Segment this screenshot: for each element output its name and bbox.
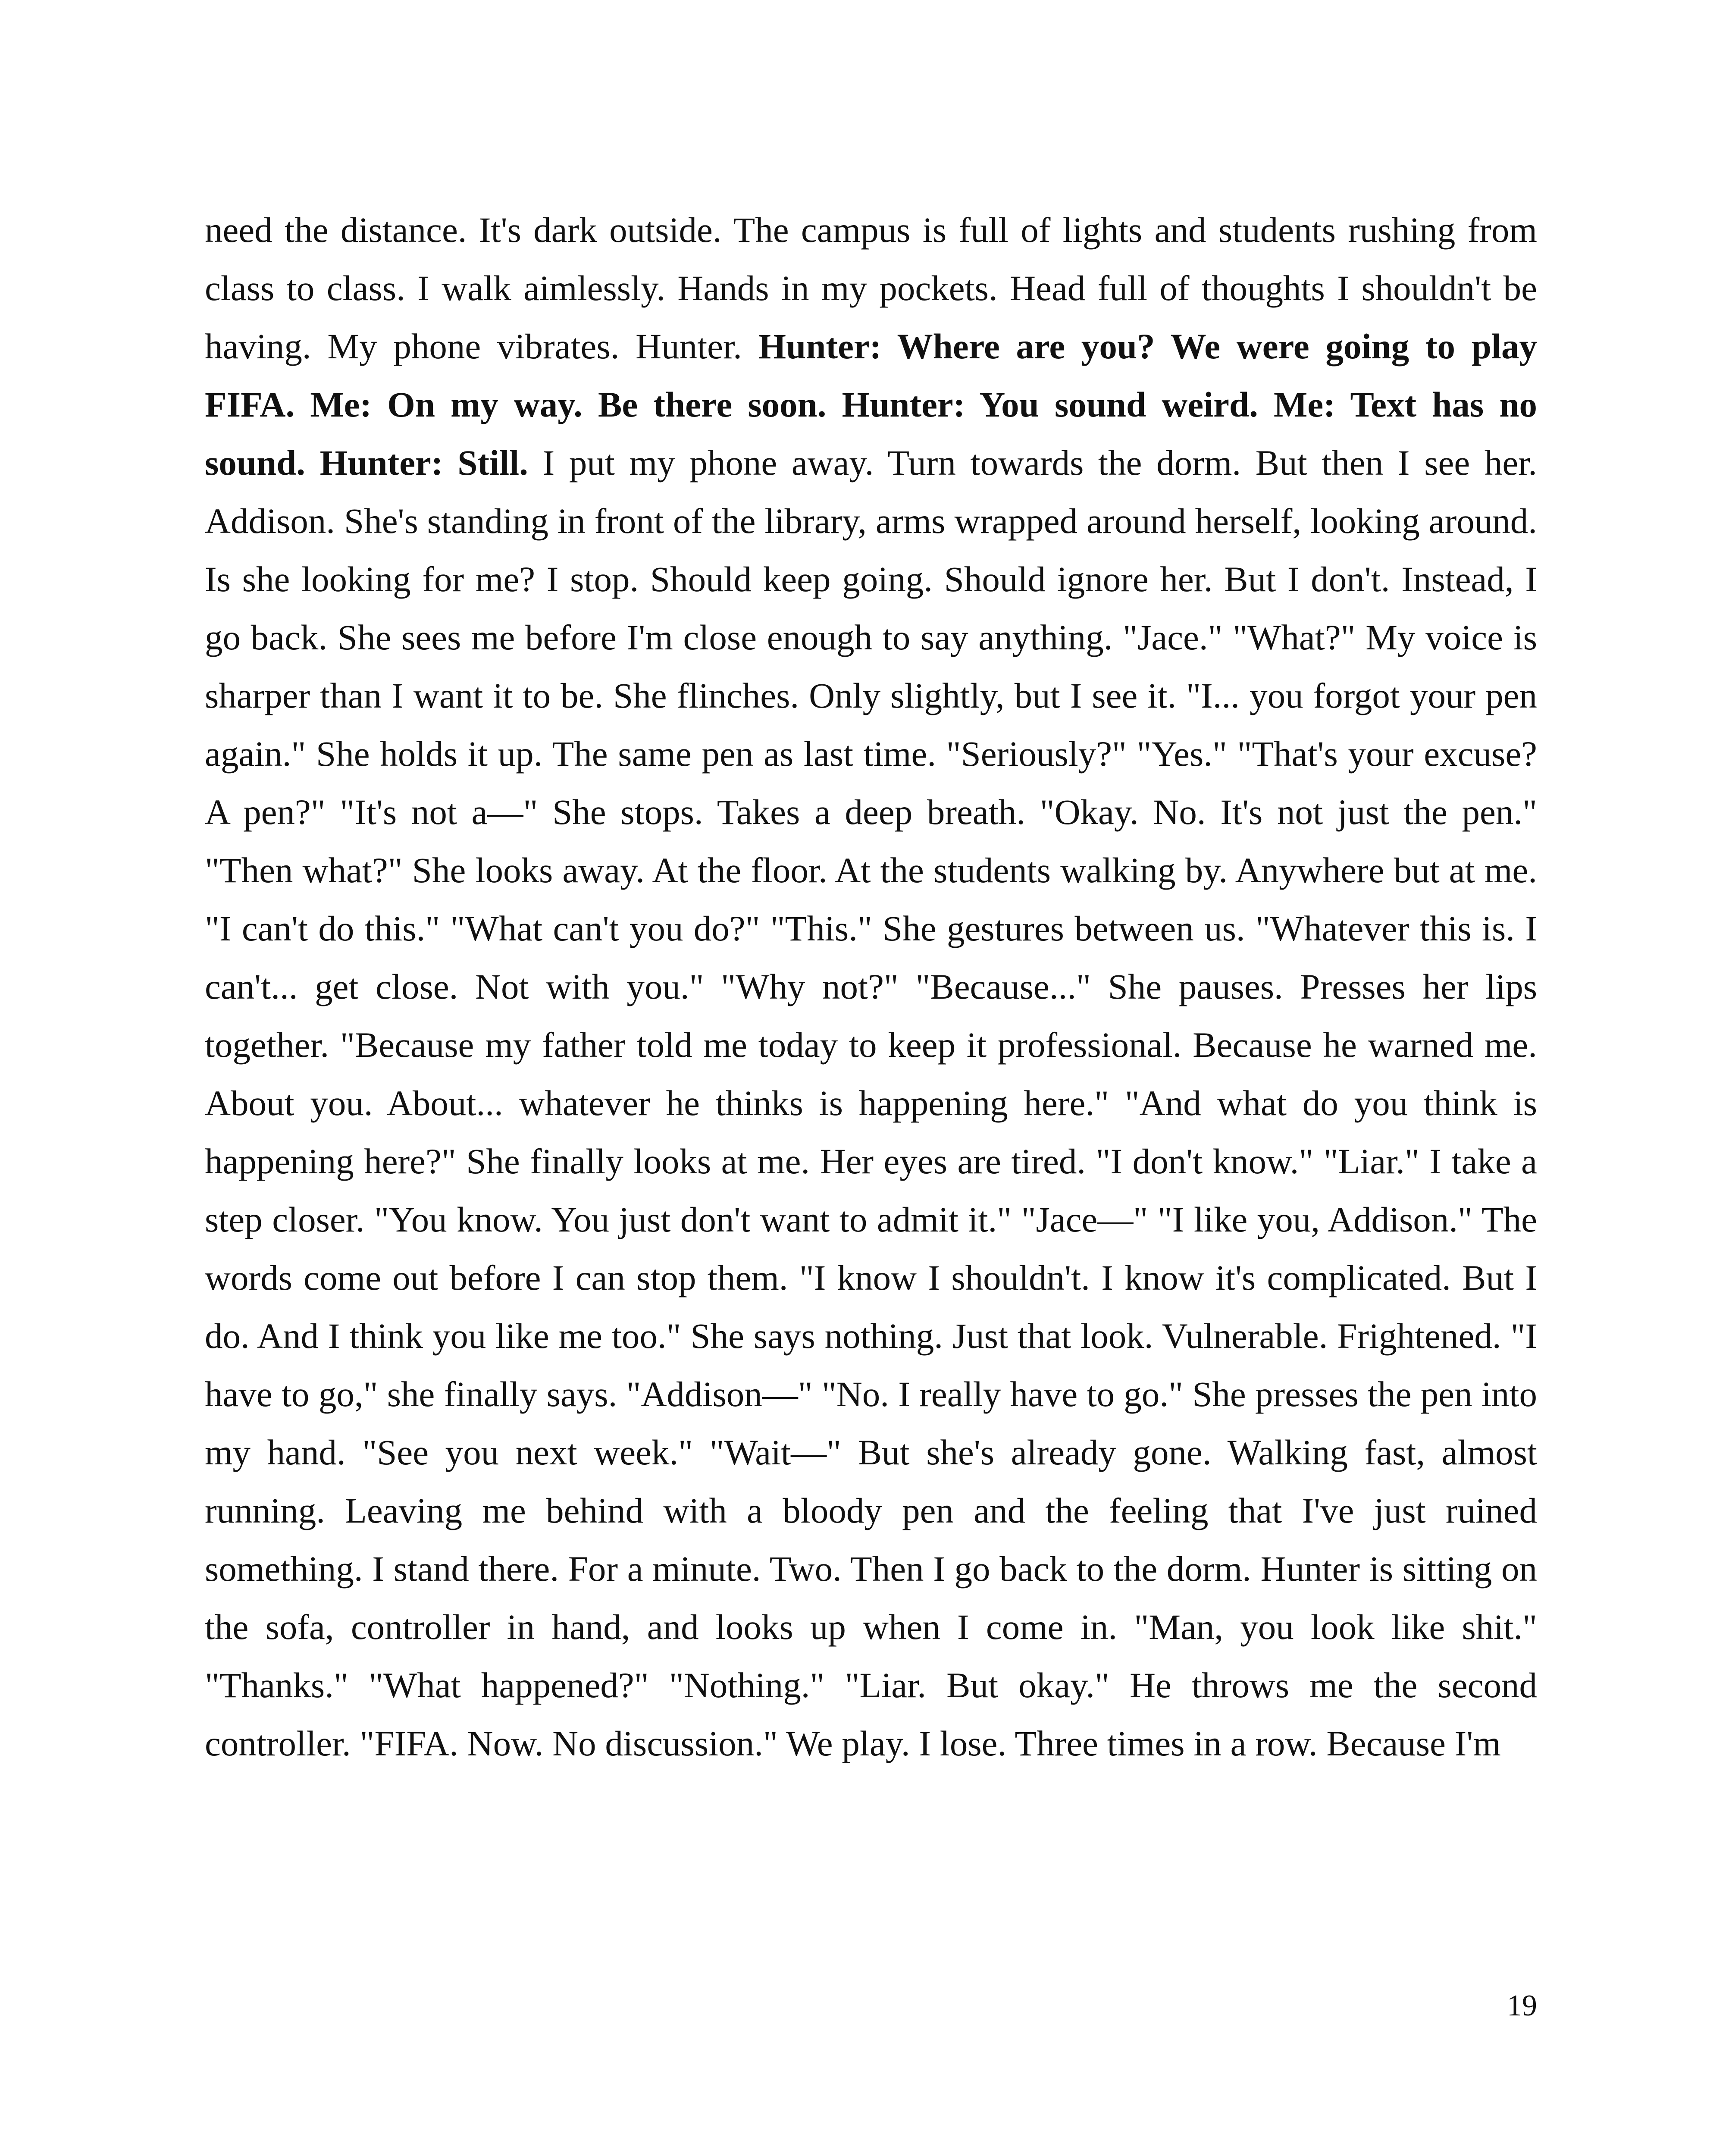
text-message-exchange: Hunter: Where are you? We were going to play FIFA. Me: On my way. Be there soon. Hunter: You sound weird. Me: Text has no sound. Hunter: Still.: [205, 326, 1537, 483]
paragraph-text-segment-1: need the distance. It's dark outside. The campus is full of lights and students rushing from class to class. I walk aimlessly. Hands in my pockets. Head full of thoughts I shouldn't be having. My phone vibrates. Hunter.: [205, 210, 1537, 366]
body-paragraph: [205, 201, 1537, 1773]
page-number: 19: [1507, 1989, 1537, 2022]
paragraph-text-segment-2: I put my phone away. Turn towards the dorm. But then I see her. Addison. She's standing in front of the library, arms wrapped around herself, looking around. Is she looking for me? I stop. Should keep going. Should ignore her. But I don't. Instead, I go back. She sees me before I'm close enough to say anything. "Jace." "What?" My voice is sharper than I want it to be. She flinches. Only slightly, but I see it. "I... you forgot your pen again." She holds it up. The same pen as last time. "Seriously?" "Yes." "That's your excuse? A pen?" "It's not a—" She stops. Takes a deep breath. "Okay. No. It's not just the pen." "Then what?" She looks away. At the floor. At the students walking by. Anywhere but at me. "I can't do this." "What can't you do?" "This." She gestures between us. "Whatever this is. I can't... get close. Not with you." "Why not?" "Because..." She pauses. Presses her lips together. "Because my father told me today to keep it professional. Because he warned me. About you. About... whatever he thinks is happening here." "And what do you think is happening here?" She finally looks at me. Her eyes are tired. "I don't know." "Liar." I take a step closer. "You know. You just don't want to admit it." "Jace—" "I like you, Addison." The words come out before I can stop them. "I know I shouldn't. I know it's complicated. But I do. And I think you like me too." She says nothing. Just that look. Vulnerable. Frightened. "I have to go," she finally says. "Addison—" "No. I really have to go." She presses the pen into my hand. "See you next week." "Wait—" But she's already gone. Walking fast, almost running. Leaving me behind with a bloody pen and the feeling that I've just ruined something. I stand there. For a minute. Two. Then I go back to the dorm. Hunter is sitting on the sofa, controller in hand, and looks up when I come in. "Man, you look like shit." "Thanks." "What happened?" "Nothing." "Liar. But okay." He throws me the second controller. "FIFA. Now. No discussion." We play. I lose. Three times in a row. Because I'm: [205, 443, 1537, 1763]
